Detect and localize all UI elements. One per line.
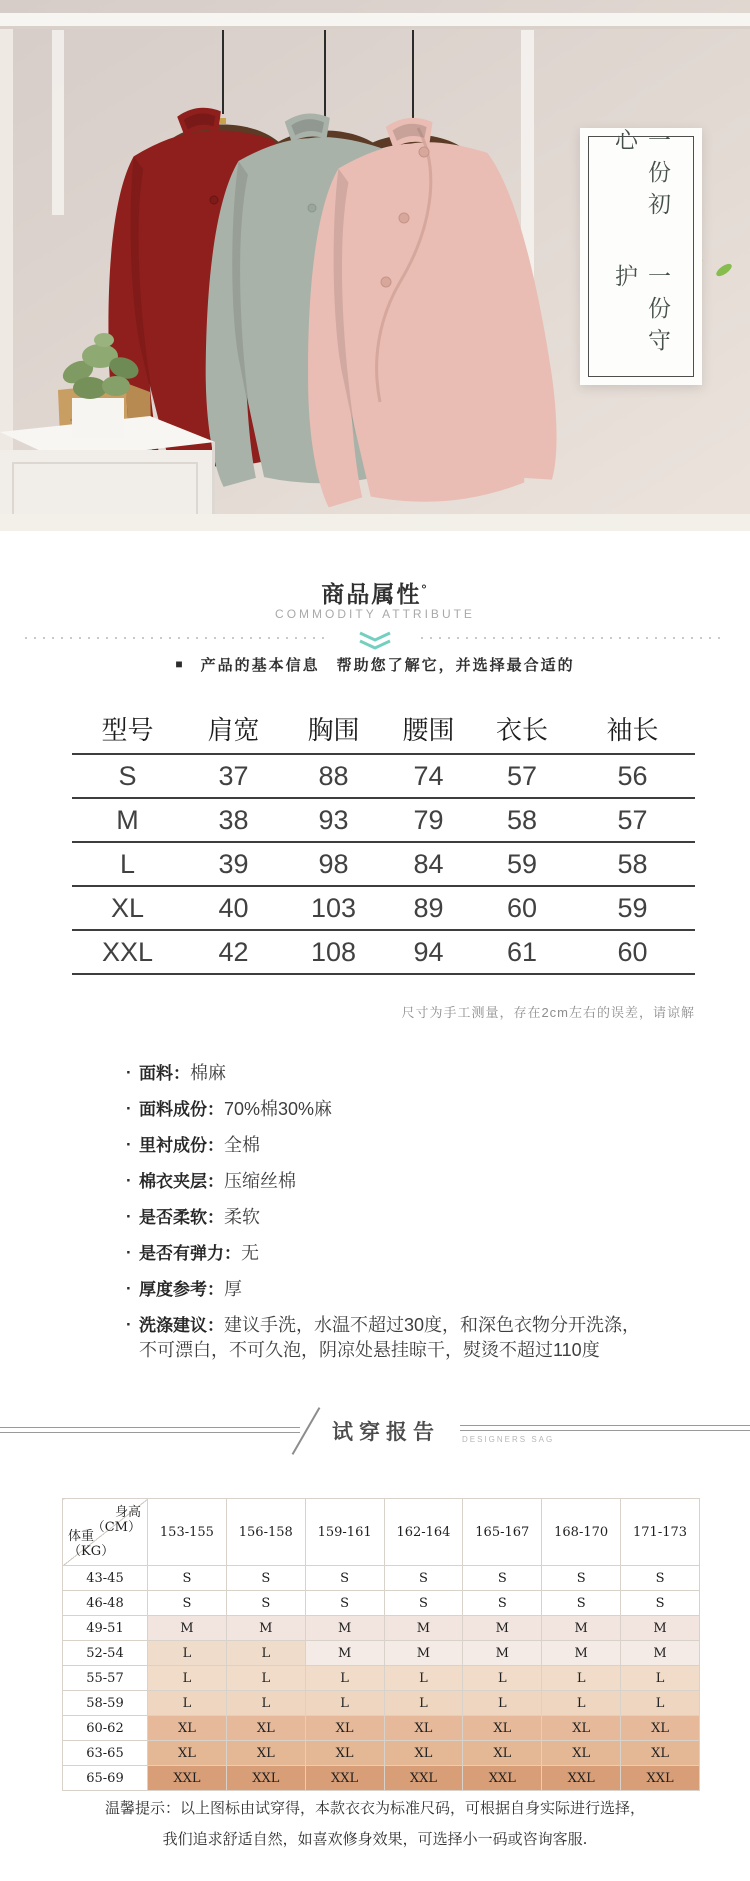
fit-size-cell: S — [384, 1566, 463, 1591]
bullet-dot: · — [126, 1207, 132, 1226]
quote-card — [580, 128, 702, 385]
corner-height-text: 身高 — [114, 1505, 141, 1520]
fit-size-cell: M — [621, 1616, 700, 1641]
fit-weight-label: 49-51 — [63, 1616, 148, 1641]
size-value: 58 — [617, 848, 648, 879]
size-column-header: 肩宽 — [207, 714, 260, 745]
attribute-value: 厚 — [224, 1279, 242, 1299]
fit-size-cell: XL — [621, 1716, 700, 1741]
floor-strip — [0, 514, 750, 531]
fit-size-cell: XL — [384, 1741, 463, 1766]
fit-size-cell: XL — [305, 1741, 384, 1766]
jacket-sage-button — [308, 204, 316, 212]
attribute-line — [139, 1134, 260, 1157]
fit-size-cell: S — [305, 1591, 384, 1616]
bullet-dot: · — [126, 1135, 132, 1154]
fit-height-header: 168-170 — [542, 1499, 621, 1566]
attribute-label: 里衬成份： — [139, 1136, 224, 1155]
notice — [0, 1793, 750, 1855]
size-label: L — [119, 848, 136, 879]
quote-line-2: 一份守护 — [611, 263, 670, 360]
size-value: 74 — [413, 760, 444, 791]
size-value: 57 — [617, 804, 648, 835]
fit-table-row — [63, 1566, 700, 1591]
attribute-content — [139, 1206, 260, 1229]
fit-size-cell: L — [148, 1641, 227, 1666]
attribute-item — [126, 1098, 696, 1121]
attribute-line — [139, 1098, 332, 1121]
fit-size-cell: L — [463, 1691, 542, 1716]
size-column-header: 腰围 — [402, 714, 455, 745]
attribute-label: 面料成份： — [139, 1100, 224, 1119]
quote-line-1: 一份初心 — [611, 128, 670, 224]
attribute-item — [126, 1314, 696, 1363]
fit-size-cell: S — [463, 1566, 542, 1591]
bullet-dot: · — [126, 1099, 132, 1118]
corner-height-unit: （CM） — [91, 1520, 141, 1535]
size-value: 108 — [310, 936, 357, 967]
fit-size-cell: S — [542, 1566, 621, 1591]
fit-size-cell: XXL — [148, 1766, 227, 1791]
fit-size-cell: XL — [305, 1716, 384, 1741]
fit-height-header: 156-158 — [226, 1499, 305, 1566]
fit-height-header: 162-164 — [384, 1499, 463, 1566]
size-table-row — [72, 887, 695, 931]
fit-table-row — [63, 1766, 700, 1791]
fit-table-row — [63, 1641, 700, 1666]
fit-size-cell: M — [305, 1616, 384, 1641]
attribute-content — [139, 1170, 296, 1193]
attribute-line — [139, 1242, 259, 1265]
fit-size-cell: L — [463, 1666, 542, 1691]
attribute-label: 厚度参考： — [139, 1280, 224, 1299]
fit-size-cell: L — [226, 1641, 305, 1666]
info-line-text: 产品的基本信息 帮助您了解它，并选择最合适的 — [200, 657, 575, 674]
fit-size-cell: L — [384, 1691, 463, 1716]
size-table-row — [72, 931, 695, 975]
size-label: S — [118, 760, 137, 791]
attribute-item — [126, 1278, 696, 1301]
fit-size-cell: XXL — [384, 1766, 463, 1791]
fit-size-cell: L — [542, 1691, 621, 1716]
attribute-content — [139, 1098, 332, 1121]
fit-size-cell: L — [226, 1691, 305, 1716]
fit-size-cell: S — [305, 1566, 384, 1591]
fit-report-banner — [0, 1404, 750, 1462]
fit-size-cell: M — [542, 1616, 621, 1641]
fit-size-cell: M — [384, 1616, 463, 1641]
fit-size-cell: S — [226, 1591, 305, 1616]
attribute-value: 全棉 — [224, 1135, 260, 1155]
fit-table-body — [63, 1499, 700, 1791]
attribute-label: 面料： — [139, 1064, 190, 1083]
section-title-degree: ° — [421, 581, 429, 597]
size-value: 57 — [506, 760, 538, 791]
fit-size-cell: S — [621, 1591, 700, 1616]
fit-weight-label: 46-48 — [63, 1591, 148, 1616]
size-note: 尺寸为手工测量，存在2cm左右的误差，请谅解 — [401, 1005, 695, 1020]
fit-size-cell: M — [621, 1641, 700, 1666]
fit-size-cell: S — [384, 1591, 463, 1616]
attribute-value: 柔软 — [224, 1207, 260, 1227]
fit-table — [62, 1498, 700, 1791]
size-column-header: 型号 — [101, 714, 154, 745]
fit-size-cell: M — [542, 1641, 621, 1666]
fit-table-row — [63, 1741, 700, 1766]
size-value: 103 — [310, 892, 357, 923]
attribute-line — [139, 1170, 296, 1193]
fit-size-cell: M — [463, 1616, 542, 1641]
fit-table-row — [63, 1591, 700, 1616]
attribute-content — [139, 1278, 242, 1301]
attribute-item — [126, 1206, 696, 1229]
fit-report-subtitle: DESIGNERS SAG — [462, 1435, 555, 1444]
fit-report-title: 试穿报告 — [332, 1419, 440, 1444]
fit-size-cell: XL — [226, 1716, 305, 1741]
size-value: 59 — [506, 848, 538, 879]
size-value: 38 — [218, 804, 249, 835]
corner-weight-unit: （KG） — [68, 1544, 115, 1559]
fit-size-cell: XXL — [542, 1766, 621, 1791]
attribute-line — [139, 1278, 242, 1301]
attribute-value: 建议手洗，水温不超过30度，和深色衣物分开洗涤， — [224, 1315, 641, 1335]
attribute-label: 洗涤建议： — [139, 1316, 224, 1335]
fit-size-cell: M — [148, 1616, 227, 1641]
fit-size-cell: XL — [148, 1716, 227, 1741]
size-value: 89 — [413, 892, 444, 923]
size-value: 60 — [617, 936, 648, 967]
fit-weight-label: 60-62 — [63, 1716, 148, 1741]
attribute-item — [126, 1134, 696, 1157]
fit-size-cell: XL — [463, 1741, 542, 1766]
fit-table-header-row — [63, 1499, 700, 1566]
attribute-content — [139, 1242, 259, 1265]
fit-size-cell: XL — [226, 1741, 305, 1766]
size-value: 79 — [413, 804, 444, 835]
fit-table-row — [63, 1716, 700, 1741]
fit-weight-label: 63-65 — [63, 1741, 148, 1766]
attribute-label: 是否有弹力： — [139, 1244, 241, 1263]
fit-size-cell: XL — [148, 1741, 227, 1766]
size-table-row — [72, 755, 695, 799]
quote-text — [580, 128, 702, 385]
size-value: 93 — [318, 804, 349, 835]
fit-size-cell: XL — [542, 1716, 621, 1741]
size-value: 88 — [318, 760, 349, 791]
size-value: 37 — [218, 760, 249, 791]
fit-size-cell: L — [305, 1691, 384, 1716]
product-photo — [0, 0, 750, 531]
fit-size-cell: XL — [384, 1716, 463, 1741]
fit-weight-label: 52-54 — [63, 1641, 148, 1666]
fit-size-cell: XXL — [463, 1766, 542, 1791]
rail-post-left — [52, 30, 64, 215]
bullet-dot: · — [126, 1315, 132, 1334]
attribute-value-line2: 不可漂白，不可久泡，阴凉处悬挂晾干，熨烫不超过110度 — [139, 1340, 600, 1360]
section-title — [0, 576, 750, 609]
corner-weight-label — [68, 1529, 114, 1559]
fit-size-cell: L — [148, 1691, 227, 1716]
fit-size-cell: L — [384, 1666, 463, 1691]
corner-weight-text: 体重 — [68, 1529, 95, 1544]
size-value: 42 — [218, 936, 249, 967]
size-column-header: 胸围 — [307, 714, 360, 745]
attribute-item — [126, 1062, 696, 1085]
dotted-divider — [0, 629, 750, 651]
size-value: 56 — [617, 760, 648, 791]
fit-height-header: 153-155 — [148, 1499, 227, 1566]
size-table — [72, 706, 695, 975]
attribute-line — [139, 1206, 260, 1229]
fit-size-cell: M — [226, 1616, 305, 1641]
size-table-body — [72, 755, 695, 975]
bullet-dot: · — [126, 1243, 132, 1262]
chevron-wrap — [329, 629, 421, 651]
fit-size-cell: M — [463, 1641, 542, 1666]
fit-size-cell: XL — [621, 1741, 700, 1766]
attribute-line — [139, 1062, 226, 1085]
jacket-red-button — [210, 196, 218, 204]
size-value: 40 — [218, 892, 249, 923]
fit-table-row — [63, 1616, 700, 1641]
fit-size-cell: L — [621, 1691, 700, 1716]
size-column-header: 衣长 — [495, 714, 548, 745]
banner-line-right — [460, 1425, 750, 1431]
fit-weight-label: 43-45 — [63, 1566, 148, 1591]
attribute-line — [139, 1314, 640, 1337]
size-table-head — [72, 706, 695, 755]
attribute-value: 压缩丝棉 — [224, 1171, 296, 1191]
fit-height-header: 159-161 — [305, 1499, 384, 1566]
fit-corner-cell — [63, 1499, 148, 1566]
double-chevron-down-icon — [358, 631, 392, 650]
size-value: 94 — [413, 936, 444, 967]
fit-size-cell: XL — [542, 1741, 621, 1766]
attribute-item — [126, 1170, 696, 1193]
fit-size-cell: S — [148, 1591, 227, 1616]
fit-size-cell: S — [148, 1566, 227, 1591]
fit-table-row — [63, 1666, 700, 1691]
size-value: 39 — [218, 848, 249, 879]
size-label: XL — [110, 892, 145, 923]
attributes-list — [126, 1062, 696, 1376]
attribute-content — [139, 1314, 640, 1363]
fit-weight-label: 58-59 — [63, 1691, 148, 1716]
square-bullet-icon: ■ — [175, 657, 185, 671]
size-column-header: 袖长 — [606, 714, 659, 745]
fit-height-header: 171-173 — [621, 1499, 700, 1566]
attribute-content — [139, 1134, 260, 1157]
size-label: XXL — [101, 936, 154, 967]
fit-size-cell: L — [226, 1666, 305, 1691]
size-table-row — [72, 799, 695, 843]
attribute-value: 棉麻 — [190, 1063, 226, 1083]
size-value: 58 — [506, 804, 538, 835]
size-value: 84 — [413, 848, 444, 879]
fit-size-cell: S — [226, 1566, 305, 1591]
bullet-dot: · — [126, 1279, 132, 1298]
fit-size-cell: L — [148, 1666, 227, 1691]
size-value: 60 — [506, 892, 538, 923]
attribute-value: 70%棉30%麻 — [224, 1099, 333, 1119]
fit-size-cell: L — [542, 1666, 621, 1691]
fit-size-cell: S — [463, 1591, 542, 1616]
size-value: 98 — [318, 848, 349, 879]
fit-size-cell: XXL — [226, 1766, 305, 1791]
bullet-dot: · — [126, 1171, 132, 1190]
attribute-label: 棉衣夹层： — [139, 1172, 224, 1191]
fit-size-cell: L — [305, 1666, 384, 1691]
size-label: M — [116, 804, 139, 835]
notice-line-1: 温馨提示：以上图标由试穿得，本款衣衣为标准尺码，可根据自身实际进行选择， — [104, 1799, 645, 1817]
fit-weight-label: 55-57 — [63, 1666, 148, 1691]
size-table-row — [72, 843, 695, 887]
fit-weight-label: 65-69 — [63, 1766, 148, 1791]
size-value: 61 — [506, 936, 538, 967]
info-line — [0, 654, 750, 675]
size-value: 59 — [617, 892, 648, 923]
fit-table-row — [63, 1691, 700, 1716]
banner-line-left — [0, 1427, 300, 1433]
fit-size-cell: L — [621, 1666, 700, 1691]
section-subtitle: COMMODITY ATTRIBUTE — [275, 607, 475, 621]
fit-size-cell: S — [542, 1591, 621, 1616]
fit-size-cell: S — [621, 1566, 700, 1591]
fit-size-cell: XXL — [621, 1766, 700, 1791]
section-title-text: 商品属性 — [321, 581, 422, 607]
bullet-dot: · — [126, 1063, 132, 1082]
attribute-value: 无 — [241, 1243, 259, 1263]
fit-size-cell: M — [384, 1641, 463, 1666]
attribute-item — [126, 1242, 696, 1265]
fit-size-cell: XXL — [305, 1766, 384, 1791]
fit-height-header: 165-167 — [463, 1499, 542, 1566]
fit-size-cell: XL — [463, 1716, 542, 1741]
notice-line-2: 我们追求舒适自然，如喜欢修身效果，可选择小一码或咨询客服. — [162, 1830, 588, 1848]
fit-size-cell: M — [305, 1641, 384, 1666]
attribute-content — [139, 1062, 226, 1085]
clothes-rail — [0, 13, 750, 29]
attribute-label: 是否柔软： — [139, 1208, 224, 1227]
